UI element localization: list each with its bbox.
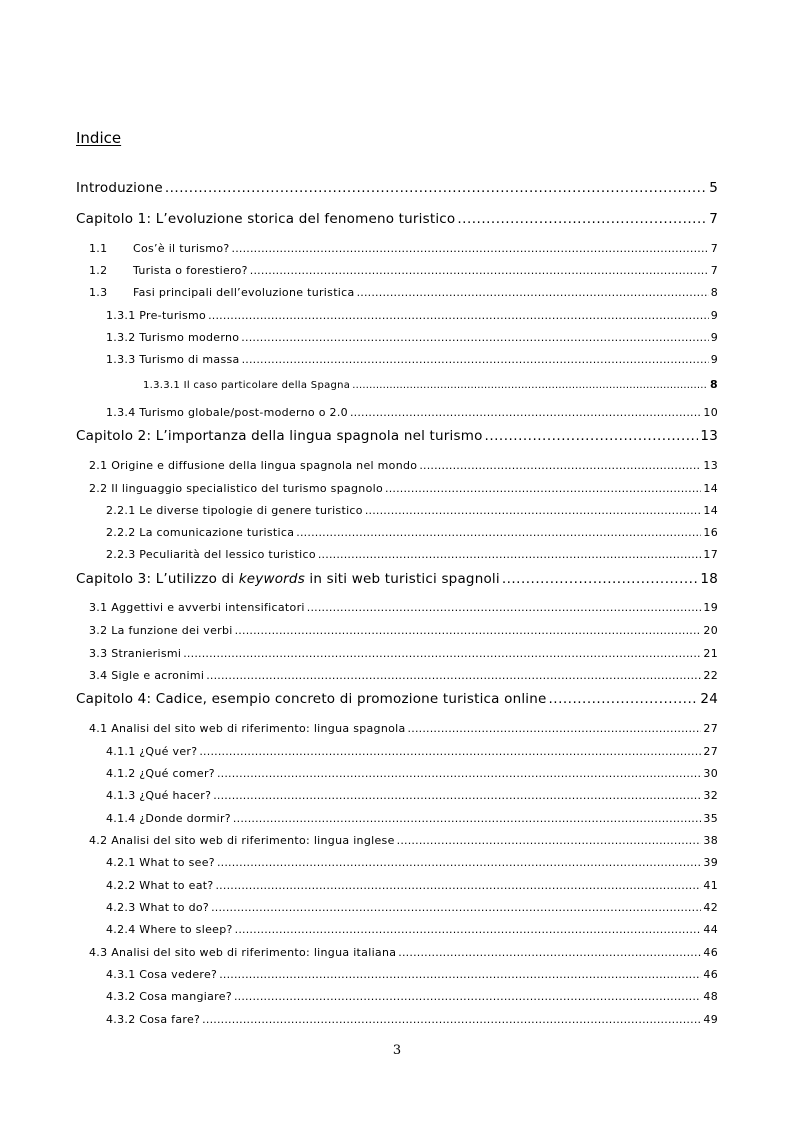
toc-entry-label: 4.3 Analisi del sito web di riferimento: lingua italiana	[89, 946, 397, 959]
toc-entry-label: 1.3.3.1 Il caso particolare della Spagna	[143, 380, 351, 391]
toc-entry-page: 16	[703, 526, 718, 539]
toc-entry[interactable]	[106, 353, 718, 366]
toc-entry-page: 13	[703, 459, 718, 472]
toc-entry-label: 4.1.1 ¿Qué ver?	[106, 745, 198, 758]
toc-entry[interactable]	[143, 378, 718, 391]
toc-entry-page: 18	[700, 571, 718, 587]
toc-leader-dots	[250, 264, 709, 277]
toc-entry-label: 2.2 Il linguaggio specialistico del turismo spagnolo	[89, 482, 383, 495]
toc-entry-label: 4.2.3 What to do?	[106, 901, 210, 914]
toc-entry-page: 46	[703, 946, 718, 959]
toc-entry-page: 42	[703, 901, 718, 914]
toc-entry[interactable]	[106, 406, 718, 419]
index-title: Indice	[76, 129, 122, 147]
toc-entry[interactable]	[106, 504, 718, 517]
toc-entry[interactable]	[106, 767, 718, 780]
toc-entry-number: 1.2	[89, 264, 108, 277]
toc-leader-dots	[202, 1013, 701, 1026]
toc-entry-label: 1.1 Cos’è il turismo?	[89, 242, 230, 255]
toc-entry[interactable]	[106, 901, 718, 914]
toc-entry-page: 38	[703, 834, 718, 847]
toc-entry-label: 1.3.4 Turismo globale/post-moderno o 2.0	[106, 406, 348, 419]
toc-entry-label: 1.2 Turista o forestiero?	[89, 264, 248, 277]
toc-leader-dots	[457, 211, 707, 227]
toc-entry-page: 5	[709, 180, 718, 196]
toc-entry-page: 17	[703, 548, 718, 561]
toc-entry[interactable]	[89, 242, 718, 255]
toc-entry-page: 49	[703, 1013, 718, 1026]
toc-entry-page: 27	[703, 745, 718, 758]
toc-leader-dots	[183, 647, 701, 660]
toc-entry-label: 2.2.3 Peculiarità del lessico turistico	[106, 548, 316, 561]
toc-entry-label: 3.4 Sigle e acronimi	[89, 669, 205, 682]
toc-leader-dots	[199, 745, 701, 758]
toc-leader-dots	[318, 548, 702, 561]
toc-entry-page: 8	[710, 286, 718, 299]
toc-leader-dots	[419, 459, 701, 472]
toc-leader-dots	[485, 428, 699, 444]
toc-entry-label: Capitolo 1: L’evoluzione storica del fenomeno turistico	[76, 211, 456, 227]
toc-entry-number: 1.3	[89, 286, 108, 299]
toc-entry-page: 19	[703, 601, 718, 614]
toc-entry[interactable]	[106, 548, 718, 561]
toc-entry-label: 4.1.2 ¿Qué comer?	[106, 767, 215, 780]
toc-leader-dots	[296, 526, 701, 539]
toc-entry[interactable]	[76, 428, 718, 444]
toc-entry-label: 4.3.2 Cosa mangiare?	[106, 990, 232, 1003]
toc-leader-dots	[213, 789, 701, 802]
toc-entry-label: Capitolo 4: Cadice, esempio concreto di promozione turistica online	[76, 691, 547, 707]
toc-leader-dots	[211, 901, 701, 914]
toc-entry[interactable]	[106, 879, 718, 892]
toc-entry[interactable]	[106, 990, 718, 1003]
toc-entry-label: 2.2.1 Le diverse tipologie di genere turistico	[106, 504, 363, 517]
toc-entry-label: 1.3.1 Pre-turismo	[106, 309, 207, 322]
toc-leader-dots	[217, 856, 701, 869]
toc-leader-dots	[242, 353, 709, 366]
toc-entry-page: 39	[703, 856, 718, 869]
toc-leader-dots	[217, 767, 701, 780]
toc-entry-page: 7	[710, 242, 718, 255]
toc-leader-dots	[307, 601, 702, 614]
toc-entry-page: 24	[700, 691, 718, 707]
toc-leader-dots	[234, 990, 701, 1003]
toc-entry[interactable]	[106, 1013, 718, 1026]
toc-leader-dots	[549, 691, 699, 707]
toc-leader-dots	[241, 331, 708, 344]
toc-leader-dots	[208, 309, 709, 322]
toc-entry[interactable]	[76, 180, 718, 196]
toc-entry-label: 3.3 Stranierismi	[89, 647, 182, 660]
toc-entry-label: 2.2.2 La comunicazione turistica	[106, 526, 295, 539]
toc-leader-dots	[350, 406, 701, 419]
toc-entry-label: 4.1 Analisi del sito web di riferimento: lingua spagnola	[89, 722, 406, 735]
toc-entry[interactable]	[89, 264, 718, 277]
toc-entry-page: 8	[710, 378, 718, 391]
toc-entry[interactable]	[89, 946, 718, 959]
toc-entry[interactable]	[106, 968, 718, 981]
toc-leader-dots	[235, 923, 702, 936]
toc-entry-label: 3.2 La funzione dei verbi	[89, 624, 233, 637]
toc-entry-page: 7	[709, 211, 718, 227]
page-number: 3	[392, 1043, 402, 1058]
toc-entry-page: 9	[710, 353, 718, 366]
toc-entry[interactable]	[106, 789, 718, 802]
toc-entry-label: Introduzione	[76, 180, 163, 196]
toc-entry-label: 4.3.2 Cosa fare?	[106, 1013, 201, 1026]
toc-entry-label: 1.3 Fasi principali dell’evoluzione turistica	[89, 286, 355, 299]
toc-entry-page: 44	[703, 923, 718, 936]
toc-entry[interactable]	[106, 812, 718, 825]
toc-entry-label: 4.3.1 Cosa vedere?	[106, 968, 218, 981]
toc-entry-label: 4.2.2 What to eat?	[106, 879, 214, 892]
toc-leader-dots	[502, 571, 699, 587]
toc-entry-page: 20	[703, 624, 718, 637]
toc-entry-page: 7	[710, 264, 718, 277]
toc-leader-dots	[357, 286, 709, 299]
toc-entry[interactable]	[106, 526, 718, 539]
toc-leader-dots	[385, 482, 701, 495]
toc-entry[interactable]	[76, 691, 718, 707]
toc-entry[interactable]	[89, 601, 718, 614]
toc-entry-label: 4.2 Analisi del sito web di riferimento: lingua inglese	[89, 834, 395, 847]
toc-entry-page: 46	[703, 968, 718, 981]
toc-entry-number: 1.1	[89, 242, 108, 255]
toc-entry[interactable]	[76, 211, 718, 227]
toc-entry-page: 41	[703, 879, 718, 892]
toc-entry-label: 3.1 Aggettivi e avverbi intensificatori	[89, 601, 305, 614]
toc-leader-dots	[408, 722, 702, 735]
toc-entry[interactable]	[76, 571, 718, 587]
toc-entry-label: Capitolo 3: L’utilizzo di keywords in siti web turistici spagnoli	[76, 571, 500, 587]
toc-entry-page: 9	[710, 309, 718, 322]
toc-entry[interactable]	[89, 669, 718, 682]
toc-entry-label: 4.1.3 ¿Qué hacer?	[106, 789, 212, 802]
toc-entry-page: 32	[703, 789, 718, 802]
toc-leader-dots	[352, 380, 708, 391]
toc-entry-label: 4.1.4 ¿Donde dormir?	[106, 812, 231, 825]
toc-entry-label: 4.2.4 Where to sleep?	[106, 923, 233, 936]
toc-entry-page: 14	[703, 482, 718, 495]
toc-entry-italic: keywords	[238, 571, 305, 587]
toc-leader-dots	[235, 624, 702, 637]
toc-entry[interactable]	[106, 309, 718, 322]
toc-entry-page: 48	[703, 990, 718, 1003]
toc-leader-dots	[232, 242, 709, 255]
toc-leader-dots	[219, 968, 701, 981]
toc-entry-label: 4.2.1 What to see?	[106, 856, 215, 869]
toc-entry[interactable]	[89, 482, 718, 495]
toc-entry-page: 10	[703, 406, 718, 419]
toc-entry-page: 21	[703, 647, 718, 660]
toc-entry-page: 9	[710, 331, 718, 344]
toc-leader-dots	[233, 812, 701, 825]
toc-entry[interactable]	[106, 331, 718, 344]
toc-entry-label: Capitolo 2: L’importanza della lingua spagnola nel turismo	[76, 428, 483, 444]
toc-entry-page: 13	[700, 428, 718, 444]
toc-entry[interactable]	[106, 923, 718, 936]
toc-entry[interactable]	[89, 647, 718, 660]
toc-entry[interactable]	[106, 745, 718, 758]
toc-leader-dots	[165, 180, 707, 196]
toc-leader-dots	[206, 669, 701, 682]
toc-entry-label: 1.3.2 Turismo moderno	[106, 331, 240, 344]
toc-leader-dots	[365, 504, 702, 517]
toc-entry[interactable]	[89, 722, 718, 735]
toc-entry-page: 22	[703, 669, 718, 682]
toc-entry-page: 27	[703, 722, 718, 735]
toc-entry-label: 2.1 Origine e diffusione della lingua spagnola nel mondo	[89, 459, 418, 472]
toc-entry-label: 1.3.3 Turismo di massa	[106, 353, 240, 366]
toc-entry-page: 14	[703, 504, 718, 517]
toc-entry[interactable]	[106, 856, 718, 869]
toc-entry[interactable]	[89, 624, 718, 637]
toc-leader-dots	[397, 834, 702, 847]
toc-entry[interactable]	[89, 834, 718, 847]
toc-leader-dots	[398, 946, 701, 959]
toc-entry-page: 35	[703, 812, 718, 825]
toc-entry[interactable]	[89, 459, 718, 472]
toc-entry-page: 30	[703, 767, 718, 780]
toc-entry[interactable]	[89, 286, 718, 299]
toc-leader-dots	[215, 879, 701, 892]
